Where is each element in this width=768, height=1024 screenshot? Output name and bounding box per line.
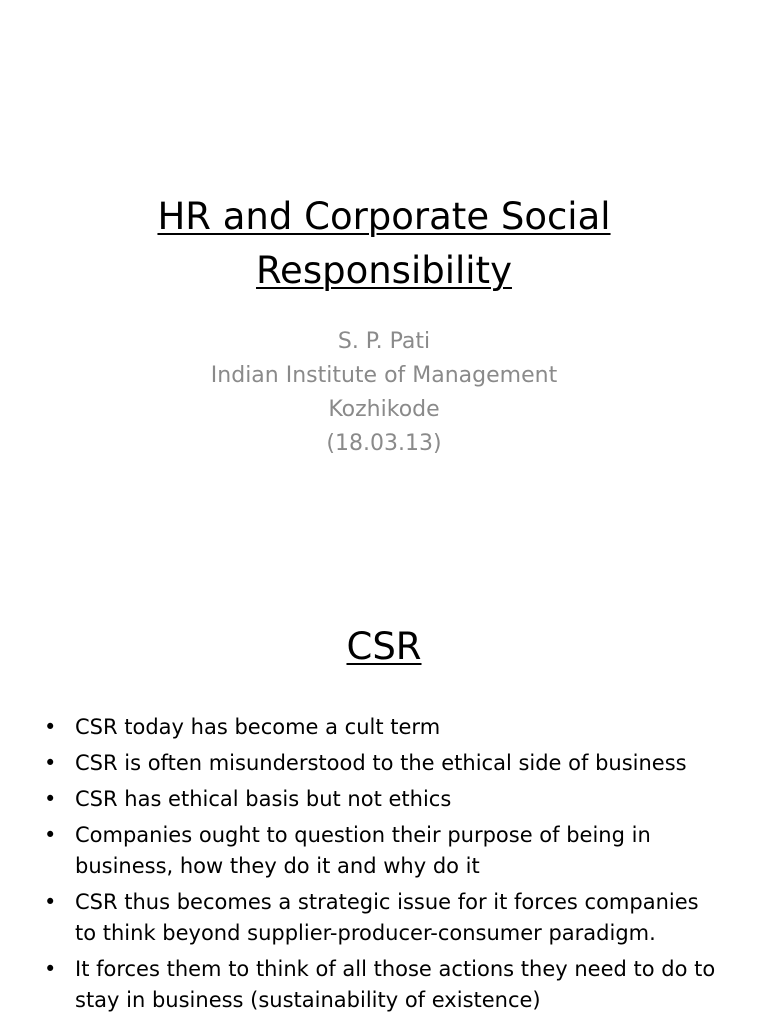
list-item: [44, 820, 724, 882]
bullet-icon: •: [44, 890, 57, 914]
title-line: Responsibility: [256, 249, 512, 292]
bullet-icon: •: [44, 715, 57, 739]
list-item: [44, 954, 724, 1016]
list-item: [44, 748, 724, 779]
bullet-text: CSR thus becomes a strategic issue for it forces companies to think beyond supplier-producer-consumer paradigm.: [75, 890, 699, 945]
bullet-icon: •: [44, 823, 57, 847]
bullet-icon: •: [44, 787, 57, 811]
bullet-text: It forces them to think of all those actions they need to do to stay in business (sustainability of existence): [75, 957, 716, 1012]
list-item: [44, 784, 724, 815]
presentation-subtitle: [0, 325, 768, 461]
list-item: [44, 712, 724, 743]
slide-csr: [0, 576, 768, 1024]
author-name: S. P. Pati: [337, 329, 431, 354]
presentation-title: [0, 190, 768, 298]
list-item: [44, 887, 724, 949]
bullet-icon: •: [44, 957, 57, 981]
bullet-text: CSR today has become a cult term: [75, 715, 441, 739]
bullet-list: [44, 712, 724, 1021]
bullet-text: Companies ought to question their purpose of being in business, how they do it and why do it: [75, 823, 651, 878]
bullet-text: CSR is often misunderstood to the ethical side of business: [75, 751, 687, 775]
title-line: HR and Corporate Social: [157, 195, 611, 238]
slide-heading: CSR: [346, 625, 422, 668]
bullet-text: CSR has ethical basis but not ethics: [75, 787, 452, 811]
presentation-date: (18.03.13): [326, 431, 442, 456]
institution-name: Indian Institute of Management: [210, 363, 558, 388]
institution-location: Kozhikode: [328, 397, 440, 422]
bullet-icon: •: [44, 751, 57, 775]
